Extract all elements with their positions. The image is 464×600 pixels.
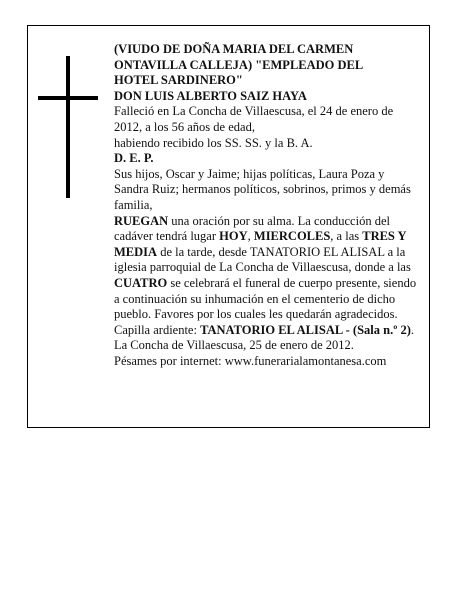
cuatro-text: CUATRO (114, 275, 168, 290)
sacraments-line: habiendo recibido los SS. SS. y la B. A. (114, 135, 313, 150)
request-text-3: , a las (330, 229, 363, 244)
heading-line-3: HOTEL SARDINERO" (114, 73, 243, 88)
request-text-5: se celebrará el funeral de cuerpo presente, siendo a continuación su inhumación en el cementerio de dicho pueblo. Favores por los cuales les quedarán agradecidos. Capilla ardiente: (114, 275, 417, 337)
request-text-2: , (247, 229, 254, 244)
miercoles-text: MIERCOLES (253, 229, 331, 244)
chapel-location-text: TANATORIO EL ALISAL - (Sala n.º 2) (200, 322, 411, 337)
hoy-text: HOY (219, 229, 248, 244)
heading-line-1: (VIUDO DE DOÑA MARIA DEL CARMEN (114, 42, 354, 56)
cross-horizontal-bar (38, 96, 98, 100)
request-text-6: . (410, 322, 414, 337)
deceased-name: DON LUIS ALBERTO SAIZ HAYA (114, 88, 307, 103)
funeral-request-paragraph (114, 214, 420, 339)
obituary-notice (27, 25, 430, 428)
time-text: TRES Y MEDIA (114, 229, 407, 259)
death-announcement: Falleció en La Concha de Villaescusa, el 24 de enero de 2012, a los 56 años de edad, (114, 104, 394, 134)
cross-icon (38, 56, 98, 198)
request-text-4: de la tarde, desde TANATORIO EL ALISAL a la iglesia parroquial de La Concha de Villaescusa, donde a las (114, 244, 411, 275)
obituary-text (114, 42, 420, 369)
request-text-1: una oración por su alma. La conducción del cadáver tendrá lugar (114, 213, 390, 244)
condolences-line: Pésames por internet: www.funerarialamontanesa.com (114, 353, 387, 368)
family-paragraph: Sus hijos, Oscar y Jaime; hijas políticas, Laura Poza y Sandra Ruiz; hermanos políticos, sobrinos, primos y demás familia, (114, 166, 411, 212)
place-date-line: La Concha de Villaescusa, 25 de enero de 2012. (114, 338, 354, 353)
rip-line: D. E. P. (114, 151, 154, 166)
cross-vertical-bar (66, 56, 70, 198)
heading-line-2: ONTAVILLA CALLEJA) "EMPLEADO DEL (114, 57, 364, 72)
ruegan-text: RUEGAN (114, 213, 169, 228)
